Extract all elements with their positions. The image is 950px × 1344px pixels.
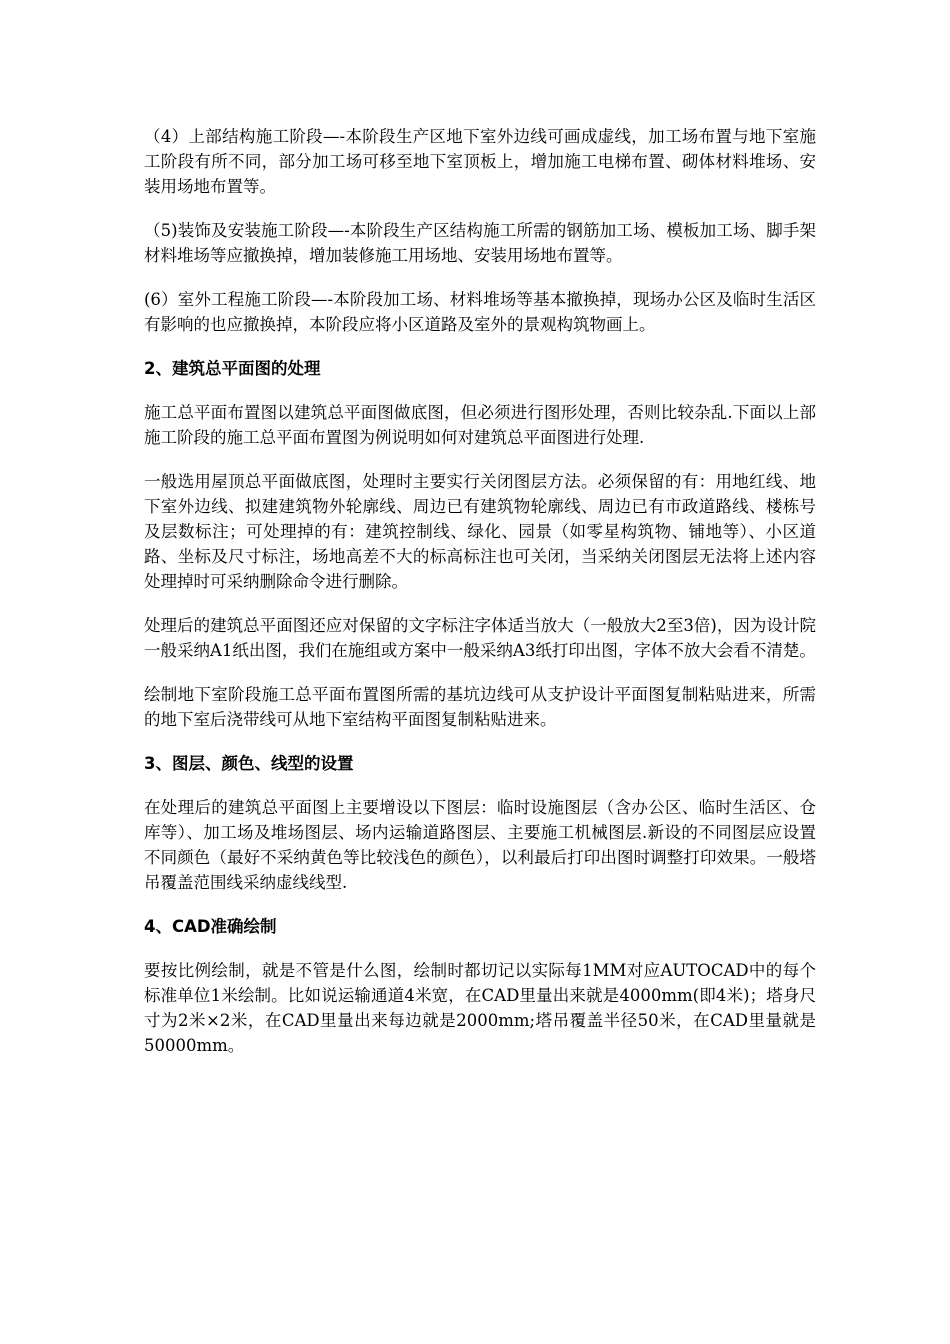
section-heading-3: 3、图层、颜色、线型的设置 xyxy=(144,754,354,773)
paragraph-site-plan-intro: 施工总平面布置图以建筑总平面图做底图，但必须进行图形处理，否则比较杂乱.下面以上部施工阶段的施工总平面布置图为例说明如何对建筑总平面图进行处理. xyxy=(144,403,816,447)
paragraph-font-scaling: 处理后的建筑总平面图还应对保留的文字标注字体适当放大（一般放大2至3倍)，因为设计院一般采纳A1纸出图，我们在施组或方案中一般采纳A3纸打印出图，字体不放大会看不清楚。 xyxy=(144,616,816,660)
paragraph-layer-setup: 在处理后的建筑总平面图上主要增设以下图层：临时设施图层（含办公区、临时生活区、仓库等）、加工场及堆场图层、场内运输道路图层、主要施工机械图层.新设的不同图层应设置不同颜色（最好不采纳黄色等比较浅色的颜色），以利最后打印出图时调整打印效果。一般塔吊覆盖范围线采纳虚线线型. xyxy=(144,798,816,892)
paragraph-scale-drawing: 要按比例绘制，就是不管是什么图，绘制时都切记以实际每1MM对应AUTOCAD中的每个标准单位1米绘制。比如说运输通道4米宽，在CAD里量出来就是4000mm(即4米)；塔身尺寸为2米×2米，在CAD里量出来每边就是2000mm;塔吊覆盖半径50米，在CAD里量就是50000mm。 xyxy=(144,961,816,1055)
section-heading-2: 2、建筑总平面图的处理 xyxy=(144,359,321,378)
paragraph-stage-6: (6）室外工程施工阶段—-本阶段加工场、材料堆场等基本撤换掉，现场办公区及临时生活区有影响的也应撤换掉，本阶段应将小区道路及室外的景观构筑物画上。 xyxy=(144,290,816,334)
document-page xyxy=(144,124,816,1077)
paragraph-layer-handling: 一般选用屋顶总平面做底图，处理时主要实行关闭图层方法。必须保留的有：用地红线、地下室外边线、拟建建筑物外轮廓线、周边已有建筑物轮廓线、周边已有市政道路线、楼栋号及层数标注；可处理掉的有：建筑控制线、绿化、园景（如零星构筑物、铺地等）、小区道路、坐标及尺寸标注，场地高差不大的标高标注也可关闭，当采纳关闭图层无法将上述内容处理掉时可采纳删除命令进行删除。 xyxy=(144,472,816,591)
paragraph-stage-4: （4）上部结构施工阶段—-本阶段生产区地下室外边线可画成虚线，加工场布置与地下室施工阶段有所不同，部分加工场可移至地下室顶板上，增加施工电梯布置、砌体材料堆场、安装用场地布置等。 xyxy=(144,127,816,196)
section-heading-4: 4、CAD准确绘制 xyxy=(144,917,277,936)
paragraph-stage-5: （5)装饰及安装施工阶段—-本阶段生产区结构施工所需的钢筋加工场、模板加工场、脚手架材料堆场等应撤换掉，增加装修施工用场地、安装用场地布置等。 xyxy=(144,221,816,265)
paragraph-basement-lines: 绘制地下室阶段施工总平面布置图所需的基坑边线可从支护设计平面图复制粘贴进来，所需的地下室后浇带线可从地下室结构平面图复制粘贴进来。 xyxy=(144,685,816,729)
